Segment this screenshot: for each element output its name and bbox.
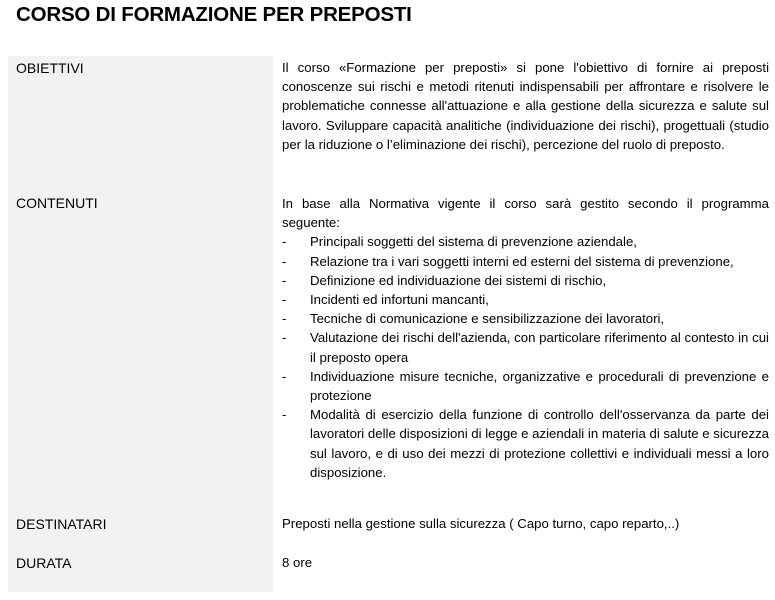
contenuti-intro: In base alla Normativa vigente il corso sarà gestito secondo il programma seguente: [282, 196, 769, 231]
list-item [282, 309, 769, 328]
list-item [282, 328, 769, 366]
bullet-dash: - [282, 311, 287, 327]
section-destinatari-text: Preposti nella gestione sulla sicurezza ( Capo turno, capo reparto,..) [282, 516, 680, 531]
bullet-dash: - [282, 272, 287, 288]
list-item-text: Individuazione misure tecniche, organizzative e procedurali di prevenzione e protezione [310, 368, 769, 404]
list-item [282, 290, 769, 309]
bullet-dash: - [282, 407, 287, 423]
page-title: CORSO DI FORMAZIONE PER PREPOSTI [16, 3, 412, 26]
list-item [282, 252, 769, 271]
contenuti-list [282, 232, 769, 482]
list-item [282, 367, 769, 405]
label-column [8, 56, 273, 592]
list-item [282, 232, 769, 251]
list-item-text: Incidenti ed infortuni mancanti, [310, 292, 489, 308]
section-label-contenuti: CONTENUTI [16, 195, 98, 211]
list-item-text: Definizione ed individuazione dei sistemi di rischio, [310, 272, 607, 288]
section-label-destinatari: DESTINATARI [16, 516, 107, 532]
list-item-text: Principali soggetti del sistema di prevenzione aziendale, [310, 234, 637, 250]
list-item-text: Tecniche di comunicazione e sensibilizzazione dei lavoratori, [310, 311, 665, 327]
bullet-dash: - [282, 292, 287, 308]
section-obiettivi-text: Il corso «Formazione per preposti» si pone l'obiettivo di fornire ai preposti conoscenze sui rischi e metodi ritenuti indispensabili per affrontare e risolvere le problematiche connesse all'attuazione e alla gestione della sicurezza e salute sul lavoro. Sviluppare capacità analitiche (individuazione dei rischi), progettuali (studio per la riduzione o l’eliminazione dei rischi), percezione del ruolo di preposto. [282, 60, 769, 152]
section-label-durata: DURATA [16, 555, 72, 571]
list-item [282, 271, 769, 290]
bullet-dash: - [282, 368, 287, 384]
bullet-dash: - [282, 253, 287, 269]
section-label-obiettivi: OBIETTIVI [16, 60, 84, 76]
list-item-text: Relazione tra i vari soggetti interni ed esterni del sistema di prevenzione, [310, 253, 734, 269]
list-item-text: Valutazione dei rischi dell'azienda, con particolare riferimento al contesto in cui il preposto opera [310, 330, 769, 365]
list-item-text: Modalità di esercizio della funzione di controllo dell'osservanza da parte dei lavoratori delle disposizioni di legge e aziendali in materia di salute e sicurezza sul lavoro, e di uso dei mezzi di protezione collettivi e individuali messi a loro disposizione. [310, 407, 769, 480]
section-contenuti [282, 194, 769, 482]
bullet-dash: - [282, 330, 287, 346]
section-durata-text: 8 ore [282, 555, 313, 570]
bullet-dash: - [282, 234, 287, 250]
list-item [282, 405, 769, 482]
